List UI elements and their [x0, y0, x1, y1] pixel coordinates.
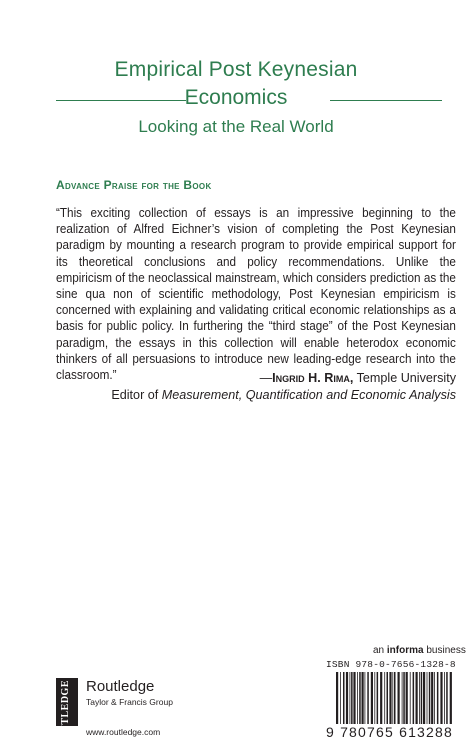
publisher-block [56, 678, 256, 749]
barcode-bar [444, 672, 445, 724]
barcode-bar [431, 672, 433, 724]
barcode-bar [357, 672, 358, 724]
publisher-name: Routledge [86, 678, 155, 695]
barcode-bar [362, 672, 364, 724]
barcode-bar [343, 672, 345, 724]
attribution-dash: — [259, 371, 273, 385]
book-title-line-2: Economics [184, 86, 288, 109]
barcode-bar [429, 672, 431, 724]
barcode-bar [427, 672, 428, 724]
praise-quote: “This exciting collection of essays is an impressive beginning to the realization of Alfred Eichner’s vision of completing the Post Keynesian paradigm by mounting a research program to provide empirical support for its theoretical conclusions and policy recommendations. Unlike the empiricism of the neoclassical mainstream, which considers prediction as the sine qua non of scientific methodology, Post Keynesian empiricism is concerned with explaining and validating critical economic relationships as a basis for public policy. In furthering the “third stage” of the Post Keynesian paradigm, the essays in this collection will enable heterodox economic thinkers of all persuasions to introduce new leading-edge research into the classroom.” [56, 206, 456, 383]
informa-bold: informa [386, 645, 424, 656]
barcode-bar [377, 672, 379, 724]
title-row [0, 86, 472, 114]
barcode-bar [384, 672, 385, 724]
routledge-logo-text: ROUTLEDGE [60, 680, 71, 749]
barcode-bar [434, 672, 435, 724]
praise-heading: Advance Praise for the Book [56, 178, 212, 192]
barcode-bar [398, 672, 400, 724]
barcode-bar [410, 672, 411, 724]
barcode-bar [374, 672, 375, 724]
barcode-bar [351, 672, 353, 724]
isbn-text: ISBN 978-0-7656-1328-8 [326, 659, 456, 670]
publisher-website[interactable]: www.routledge.com [86, 727, 161, 737]
barcode-bar [440, 672, 442, 724]
barcode-bar [387, 672, 389, 724]
barcode-bar [419, 672, 420, 724]
barcode-bar [359, 672, 361, 724]
barcode-bar [346, 672, 348, 724]
barcode-bar [365, 672, 366, 724]
barcode-digits: 9 780765 613288 [326, 724, 453, 740]
barcode-bar [389, 672, 391, 724]
barcode-bar [392, 672, 393, 724]
publisher-group: Taylor & Francis Group [86, 697, 173, 707]
barcode-bar [413, 672, 415, 724]
book-title-line-1: Empirical Post Keynesian [114, 58, 358, 81]
barcode-bar [406, 672, 408, 724]
informa-suffix: business [423, 645, 466, 656]
barcode-bar [416, 672, 418, 724]
barcode-bar [402, 672, 403, 724]
barcode [336, 672, 454, 724]
attribution-line-1 [111, 370, 456, 387]
informa-prefix: an [373, 645, 387, 656]
barcode-bar [350, 672, 351, 724]
barcode-bar [367, 672, 369, 724]
attribution-journal: Measurement, Quantification and Economic Analysis [161, 388, 456, 402]
barcode-bar [340, 672, 341, 724]
barcode-bar [394, 672, 396, 724]
barcode-bar [437, 672, 439, 724]
barcode-bar [423, 672, 425, 724]
right-title-rule [330, 100, 442, 101]
barcode-bar [336, 672, 338, 724]
attribution-name: Ingrid H. Rima, [272, 371, 354, 385]
attribution-line-2 [111, 387, 456, 404]
barcode-bar [450, 672, 452, 724]
barcode-bar [421, 672, 423, 724]
barcode-bar [380, 672, 382, 724]
barcode-bar [403, 672, 405, 724]
barcode-bar [446, 672, 448, 724]
attribution-role: Editor of [111, 388, 162, 402]
quote-attribution [111, 370, 456, 404]
book-subtitle: Looking at the Real World [138, 117, 334, 136]
routledge-logo [56, 678, 78, 749]
barcode-bar [371, 672, 373, 724]
informa-tagline [373, 645, 466, 656]
barcode-bar [353, 672, 355, 724]
attribution-affiliation: Temple University [353, 371, 456, 385]
